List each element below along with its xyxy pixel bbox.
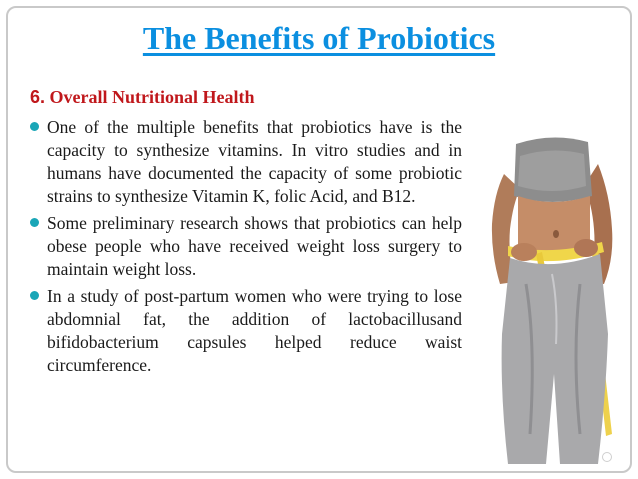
bullet-icon: [30, 291, 39, 300]
page-indicator: [602, 452, 612, 462]
slide-title: The Benefits of Probiotics: [142, 20, 496, 56]
bullet-text: One of the multiple benefits that probiotics have is the capacity to synthesize vitamins. In vitro studies and in humans have documented the capacity of some probiotic strains to synthesize Vitamin K, folic Acid, and B12.: [47, 117, 462, 206]
bullet-item: [30, 116, 462, 208]
bullet-icon: [30, 218, 39, 227]
bullet-list: [30, 116, 462, 381]
section-heading: [30, 87, 255, 108]
section-heading-text: Overall Nutritional Health: [45, 87, 255, 107]
section-number: 6.: [30, 87, 46, 107]
bullet-text: Some preliminary research shows that probiotics can help obese people who have received weight loss surgery to maintain weight loss.: [47, 213, 462, 279]
bullet-text: In a study of post-partum women who were trying to lose abdomnial fat, the addition of lactobacillusand bifidobacterium capsules helped reduce waist circumference.: [47, 286, 462, 375]
bullet-item: [30, 285, 462, 377]
bullet-item: [30, 212, 462, 281]
woman-measuring-waist-photo: [486, 134, 618, 464]
bullet-icon: [30, 122, 39, 131]
